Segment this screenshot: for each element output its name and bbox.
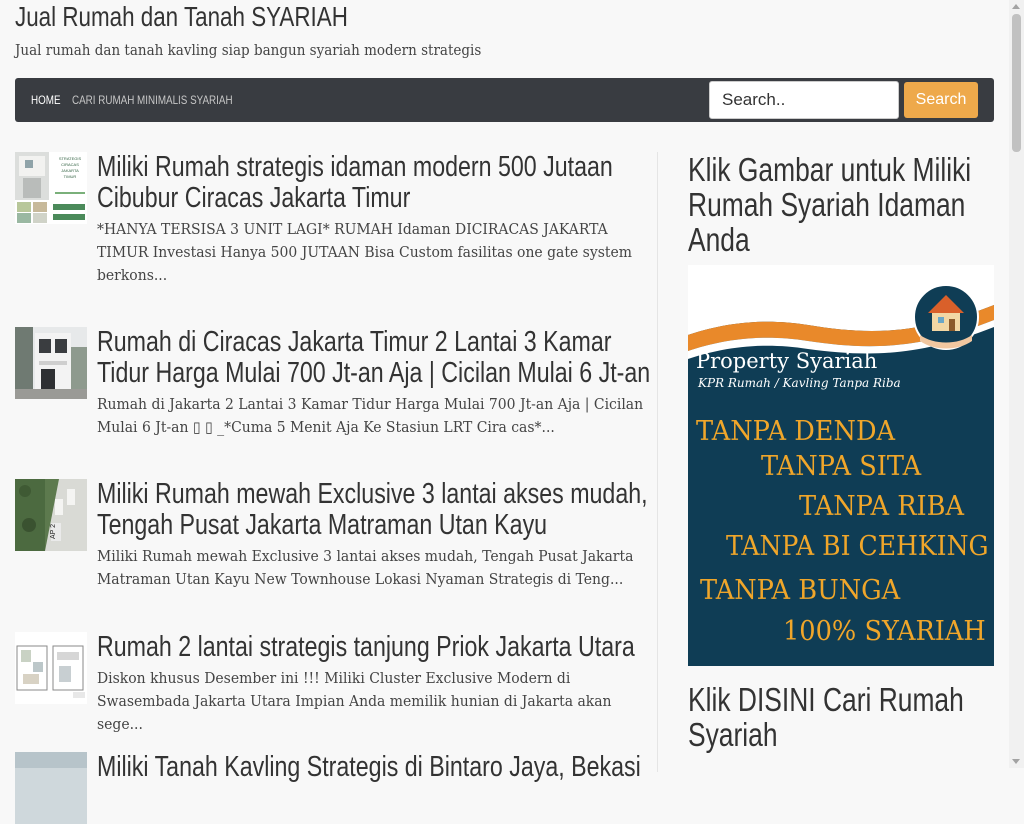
thumb-text: JAKARTA bbox=[61, 168, 79, 173]
thumb-text: CIRACAS bbox=[61, 162, 79, 167]
sidebar-widget-title[interactable]: Klik DISINI Cari Rumah Syariah bbox=[688, 681, 964, 753]
sidebar-widget-title: Klik Gambar untuk Miliki Rumah Syariah Idaman Anda bbox=[688, 151, 972, 258]
thumb-text: STRATEGIS bbox=[58, 156, 82, 161]
post-excerpt: Diskon khusus Desember ini !!! Miliki Cluster Exclusive Modern di Swasembada Jakarta Utara Impian Anda memilik hunian di Jakarta akan sege... bbox=[97, 669, 612, 733]
search-button[interactable]: Search bbox=[904, 82, 978, 118]
scroll-up-arrow-icon[interactable] bbox=[1012, 4, 1020, 9]
site-title[interactable]: Jual Rumah dan Tanah SYARIAH bbox=[15, 1, 348, 32]
scrollbar-thumb[interactable] bbox=[1012, 14, 1021, 152]
post-item bbox=[15, 479, 655, 609]
post-excerpt: Rumah di Jakarta 2 Lantai 3 Kamar Tidur Harga Mulai 700 Jt-an Aja | Cicilan Mulai 6 Jt-an ▯ ▯ _*Cuma 5 Menit Aja Ke Stasiun LRT Cira cas*... bbox=[97, 395, 644, 436]
banner-line: TANPA DENDA bbox=[696, 416, 896, 448]
post-title[interactable]: Miliki Rumah mewah Exclusive 3 lantai akses mudah, Tengah Pusat Jakarta Matraman Utan Kayu bbox=[97, 478, 648, 541]
banner-subheading: KPR Rumah / Kavling Tanpa Riba bbox=[698, 376, 901, 390]
banner-heading: Property Syariah bbox=[696, 349, 878, 373]
banner-line: TANPA SITA bbox=[761, 451, 922, 483]
page-scrollbar[interactable] bbox=[1009, 0, 1024, 768]
nav-item-home[interactable]: HOME bbox=[31, 93, 61, 107]
post-item bbox=[15, 327, 655, 457]
post-title[interactable]: Miliki Tanah Kavling Strategis di Bintaro Jaya, Bekasi bbox=[97, 751, 641, 783]
thumb-text: TIMUR bbox=[63, 174, 77, 179]
banner-line: TANPA BI CEHKING bbox=[726, 531, 989, 563]
svg-text:AP 2: AP 2 bbox=[50, 523, 57, 539]
scroll-down-arrow-icon[interactable] bbox=[1012, 759, 1020, 764]
post-thumbnail[interactable] bbox=[15, 327, 87, 399]
post-thumbnail[interactable] bbox=[15, 479, 87, 551]
site-description: Jual rumah dan tanah kavling siap bangun syariah modern strategis bbox=[15, 41, 482, 59]
post-thumbnail[interactable] bbox=[15, 152, 87, 224]
nav-item-cari-rumah-minimalis[interactable]: CARI RUMAH MINIMALIS SYARIAH bbox=[72, 93, 233, 107]
post-title[interactable]: Miliki Rumah strategis idaman modern 500 Jutaan Cibubur Ciracas Jakarta Timur bbox=[97, 151, 613, 214]
main-navbar bbox=[15, 78, 994, 122]
content-divider bbox=[657, 152, 658, 772]
post-item bbox=[15, 632, 655, 742]
post-title[interactable]: Rumah 2 lantai strategis tanjung Priok Jakarta Utara bbox=[97, 631, 635, 663]
post-thumbnail[interactable] bbox=[15, 752, 87, 824]
post-thumbnail[interactable] bbox=[15, 632, 87, 704]
post-item bbox=[15, 152, 655, 302]
property-syariah-banner[interactable] bbox=[688, 265, 994, 666]
search-input[interactable] bbox=[709, 81, 899, 119]
banner-line: TANPA BUNGA bbox=[700, 575, 901, 607]
post-excerpt: Miliki Rumah mewah Exclusive 3 lantai akses mudah, Tengah Pusat Jakarta Matraman Utan Kayu New Townhouse Lokasi Nyaman Strategis di Teng... bbox=[97, 547, 634, 588]
banner-line: TANPA RIBA bbox=[799, 491, 965, 523]
banner-line: 100% SYARIAH bbox=[783, 616, 986, 648]
post-item bbox=[15, 752, 655, 792]
post-title[interactable]: Rumah di Ciracas Jakarta Timur 2 Lantai 3 Kamar Tidur Harga Mulai 700 Jt-an Aja | Cicilan Mulai 6 Jt-an bbox=[97, 326, 651, 389]
post-excerpt: *HANYA TERSISA 3 UNIT LAGI* RUMAH Idaman DICIRACAS JAKARTA TIMUR Investasi Hanya 500 JUTAAN Bisa Custom fasilitas one gate system berkons... bbox=[97, 220, 632, 284]
